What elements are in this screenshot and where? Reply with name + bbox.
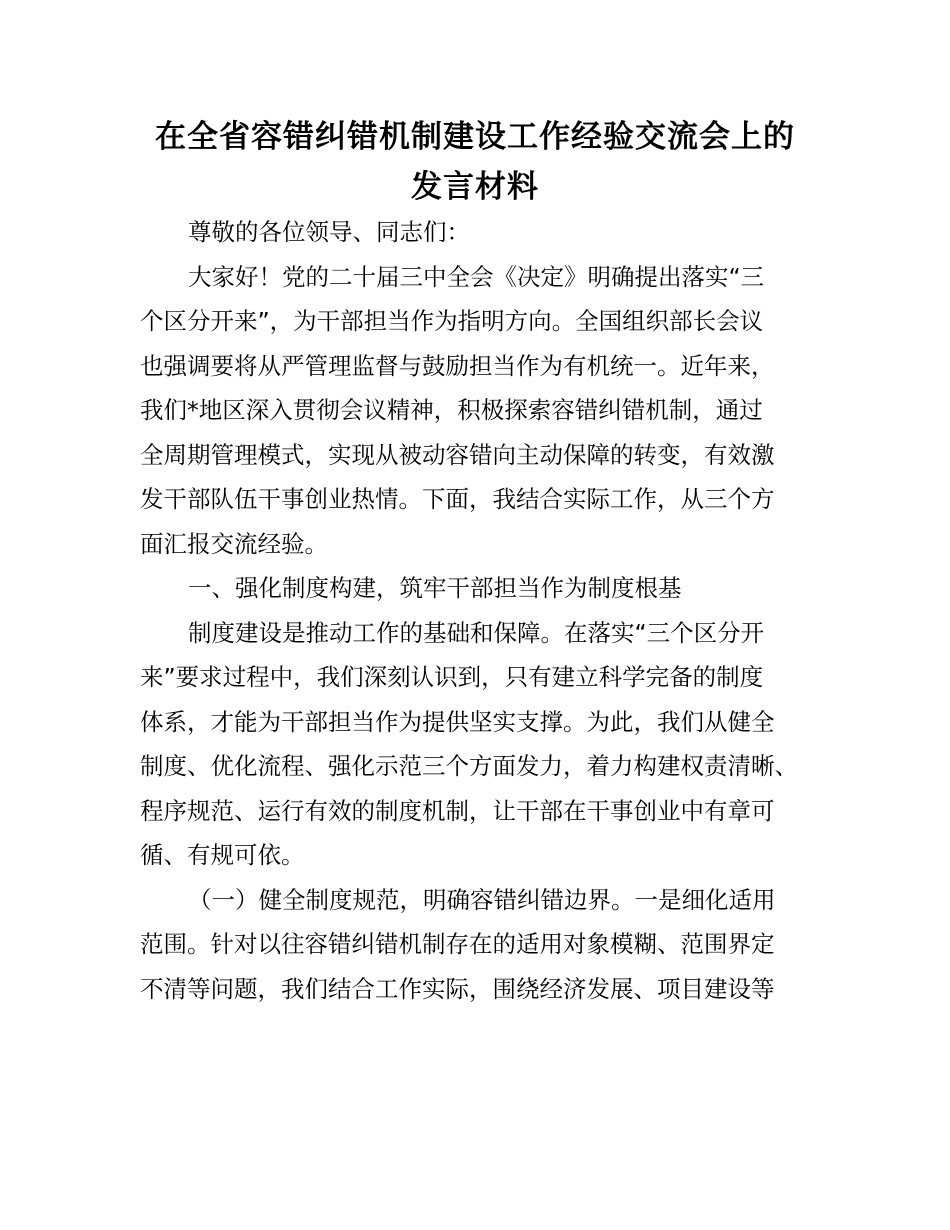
document-body (140, 210, 830, 1011)
section-heading-1 (140, 566, 830, 611)
text-line: 程序规范、运行有效的制度机制，让干部在干事创业中有章可 (140, 796, 775, 825)
paragraph-section-1 (140, 611, 830, 878)
text-line: 循、有规可依。 (140, 841, 305, 869)
document-title (120, 112, 830, 212)
text-line: 个区分开来”，为干部担当作为指明方向。全国组织部长会议 (140, 307, 764, 335)
text-line: 体系，才能为干部担当作为提供坚实支撑。为此，我们从健全 (140, 707, 775, 736)
paragraph-intro (140, 255, 830, 567)
section-heading-line: 一、强化制度构建，筑牢干部担当作为制度根基 (188, 574, 682, 602)
text-line: 也强调要将从严管理监督与鼓励担当作为有机统一。近年来， (140, 351, 775, 380)
text-line: 大家好！党的二十届三中全会《决定》明确提出落实“三 (188, 262, 765, 291)
text-line: 发干部队伍干事创业热情。下面，我结合实际工作，从三个方 (140, 485, 775, 513)
text-line: 全周期管理模式，实现从被动容错向主动保障的转变，有效激 (140, 440, 775, 469)
text-line: 来”要求过程中，我们深刻认识到，只有建立科学完备的制度 (140, 663, 764, 691)
text-line: 制度、优化流程、强化示范三个方面发力，着力构建权责清晰、 (140, 752, 798, 780)
text-line: 不清等问题，我们结合工作实际，围绕经济发展、项目建设等 (140, 974, 775, 1003)
paragraph-subsection-1 (140, 878, 830, 1012)
salutation (140, 210, 830, 255)
text-line: 范围。针对以往容错纠错机制存在的适用对象模糊、范围界定 (140, 930, 775, 958)
salutation-line: 尊敬的各位领导、同志们： (188, 218, 470, 246)
text-line: 制度建设是推动工作的基础和保障。在落实“三个区分开 (188, 618, 765, 647)
text-line: （一）健全制度规范，明确容错纠错边界。一是细化适用 (188, 885, 776, 914)
text-line: 面汇报交流经验。 (140, 529, 328, 558)
title-line-2: 发言材料 (411, 169, 539, 205)
text-line: 我们*地区深入贯彻会议精神，积极探索容错纠错机制，通过 (140, 396, 763, 424)
title-line-1: 在全省容错纠错机制建设工作经验交流会上的 (155, 119, 795, 155)
